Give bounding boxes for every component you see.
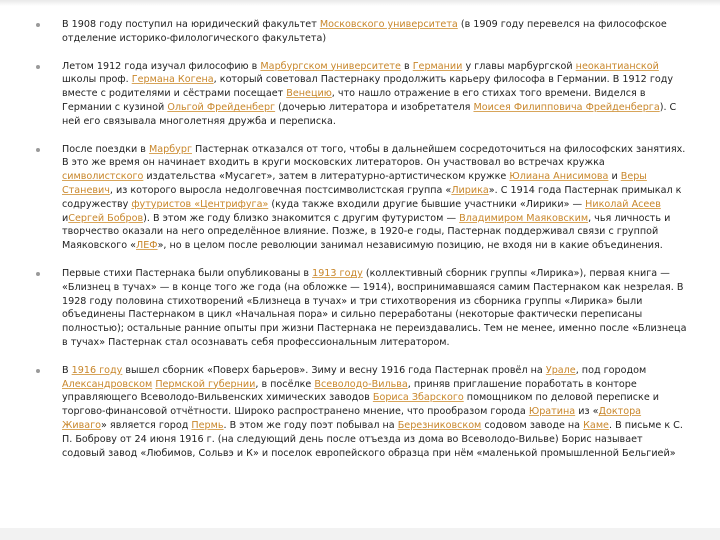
text-link[interactable]: 1913 году: [312, 267, 363, 279]
text-run: в: [400, 60, 413, 72]
text-run: из «: [575, 406, 599, 418]
text-link[interactable]: неокантианской: [575, 60, 659, 72]
text-link[interactable]: Веры Станевич: [62, 171, 647, 196]
text-run: вышел сборник «Поверх барьеров». Зиму и весну 1916 года Пастернак провёл на: [122, 364, 546, 376]
text-run: и: [608, 171, 621, 183]
text-link[interactable]: Пермской губернии: [155, 378, 256, 390]
text-link[interactable]: Лирика: [451, 184, 489, 196]
text-run: , чья личность и творчество оказали на него определённое влияние. Позже, в 1920-е годы, Пастернак поддерживал связи с группой Маяковского «: [62, 212, 671, 252]
text-link[interactable]: ЛЕФ: [136, 240, 158, 252]
text-link[interactable]: символистского: [62, 171, 144, 183]
text-link[interactable]: Венецию: [286, 88, 332, 100]
text-link[interactable]: Московского университета: [319, 19, 458, 30]
text-run: В: [62, 364, 72, 376]
text-run: (дочерью литератора и изобретателя: [275, 101, 474, 113]
paragraph: [62, 143, 688, 253]
text-run: и: [62, 212, 69, 224]
text-run: Пастернак отказался от того, чтобы в дальнейшем сосредоточиться на философских занятиях. В это же время он начинает входить в круги московских литераторов. Он участвовал во встречах кружка: [62, 143, 686, 169]
bullet-icon: [36, 272, 40, 276]
text-run: ». С 1914 года Пастернак примыкал к содружеству: [62, 184, 682, 210]
text-run: , из которого выросла недолговечная постсимволистская группа «: [109, 184, 452, 196]
text-run: (коллективный сборник группы «Лирика»), первая книга — «Близнец в тучах» — в конце того же года (на обложке — 1914), воспринимавшаяся самим Пастернаком как незрелая. В 1928 году половина стихотворений «Близнеца в тучах» и три стихотворения из сборника группы «Лирика» были объединены Пастернаком в цикл «Начальная пора» и сильно переработаны (некоторые фактически переписаны полностью); остальные ранние опыты при жизни Пастернака не переиздавались. Тем не менее, именно после «Близнеца в тучах» Пастернак стал осознавать себя профессиональным литератором.: [62, 267, 687, 348]
text-link[interactable]: Сергей Бобров: [68, 212, 144, 224]
top-edge: [0, 0, 720, 6]
text-run: , в посёлке: [255, 378, 315, 390]
text-link[interactable]: 1916 году: [71, 364, 123, 376]
text-run: , что нашло отражение в его стихах того времени. Виделся в Германии с кузиной: [62, 88, 646, 113]
text-link[interactable]: Юлиана Анисимова: [509, 171, 609, 183]
text-run: помощником по деловой переписке и торгово-финансовой отчётности. Широко распространено мнение, что прообразом города: [62, 392, 660, 418]
text-run: ). В этом же году близко знакомится с другим футуристом —: [143, 212, 460, 224]
bullet-icon: [36, 65, 40, 69]
bullet-icon: [36, 23, 40, 27]
list-item: [36, 18, 688, 46]
text-run: у главы марбургской: [462, 60, 576, 72]
text-run: », но в целом после революции занимал независимую позицию, не входя ни в какие объединения.: [157, 240, 663, 252]
text-link[interactable]: футуристов «Центрифуга»: [131, 198, 269, 210]
list-item: [36, 364, 688, 461]
text-link[interactable]: Ольгой Фрейденберг: [167, 101, 276, 113]
text-run: (куда также входили другие бывшие участники «Лирики» —: [268, 198, 586, 210]
text-run: После поездки в: [62, 143, 150, 155]
text-run: » является город: [101, 419, 192, 431]
text-link[interactable]: Германа Когена: [131, 74, 214, 86]
text-link[interactable]: Марбургском университете: [260, 60, 401, 72]
text-link[interactable]: Николай Асеев: [585, 198, 661, 210]
text-run: , приняв приглашение поработать в конторе управляющего Всеволодо-Вильвенских химических заводов: [62, 378, 637, 404]
text-link[interactable]: Урале: [545, 364, 576, 376]
paragraph: [62, 60, 688, 129]
paragraph: [62, 267, 688, 350]
text-link[interactable]: Марбург: [149, 143, 192, 155]
text-run: (в 1909 году перевелся на философское отделение историко-филологического факультета): [62, 19, 667, 44]
list-item: [36, 267, 688, 350]
text-link[interactable]: Владимиром Маяковским: [459, 212, 589, 224]
text-run: Летом 1912 года изучал философию в: [62, 60, 261, 72]
paragraph: [62, 18, 688, 46]
text-link[interactable]: Доктора Живаго: [62, 406, 642, 431]
text-run: . В письме к С. П. Боброву от 24 июня 1916 г. (на следующий день после отъезда из дома во Всеволодо-Вильве) Борис называет содовый завод «Любимов, Сольвэ и К» и поселок европейского образца при нём «маленькой промышленной Бельгией»: [62, 419, 683, 459]
text-run: содовом заводе на: [481, 419, 584, 431]
text-run: В 1908 году поступил на юридический факультет: [62, 19, 320, 30]
text-link[interactable]: Юратина: [528, 406, 576, 418]
text-link[interactable]: Всеволодо-Вильва: [314, 378, 408, 390]
text-run: школы проф.: [62, 74, 132, 86]
text-link[interactable]: Березниковском: [397, 419, 482, 431]
text-run: Первые стихи Пастернака были опубликованы в: [62, 267, 313, 279]
paragraph: [62, 364, 688, 461]
list-item: [36, 60, 688, 129]
bullet-icon: [36, 369, 40, 373]
list-item: [36, 143, 688, 253]
text-link[interactable]: Германии: [412, 60, 463, 72]
text-link[interactable]: Моисея Филипповича Фрейденберга: [473, 101, 660, 113]
text-run: , который советовал Пастернаку продолжить карьеру философа в Германии. В 1912 году вместе с родителями и сёстрами посещает: [62, 74, 674, 100]
text-run: издательства «Мусагет», затем в литературно-артистическом кружке: [143, 171, 510, 183]
text-run: . В этом же году поэт побывал на: [223, 419, 398, 431]
text-link[interactable]: Каме: [583, 419, 609, 431]
text-run: , под городом: [575, 364, 647, 376]
bullet-list: [36, 18, 688, 474]
text-link[interactable]: Бориса Збарского: [372, 392, 464, 404]
bullet-icon: [36, 148, 40, 152]
bottom-edge: [0, 528, 720, 540]
text-link[interactable]: Пермь: [191, 419, 224, 431]
text-run: ). С ней его связывала многолетняя дружба и переписка.: [62, 101, 677, 127]
text-link[interactable]: Александровском: [62, 378, 153, 390]
